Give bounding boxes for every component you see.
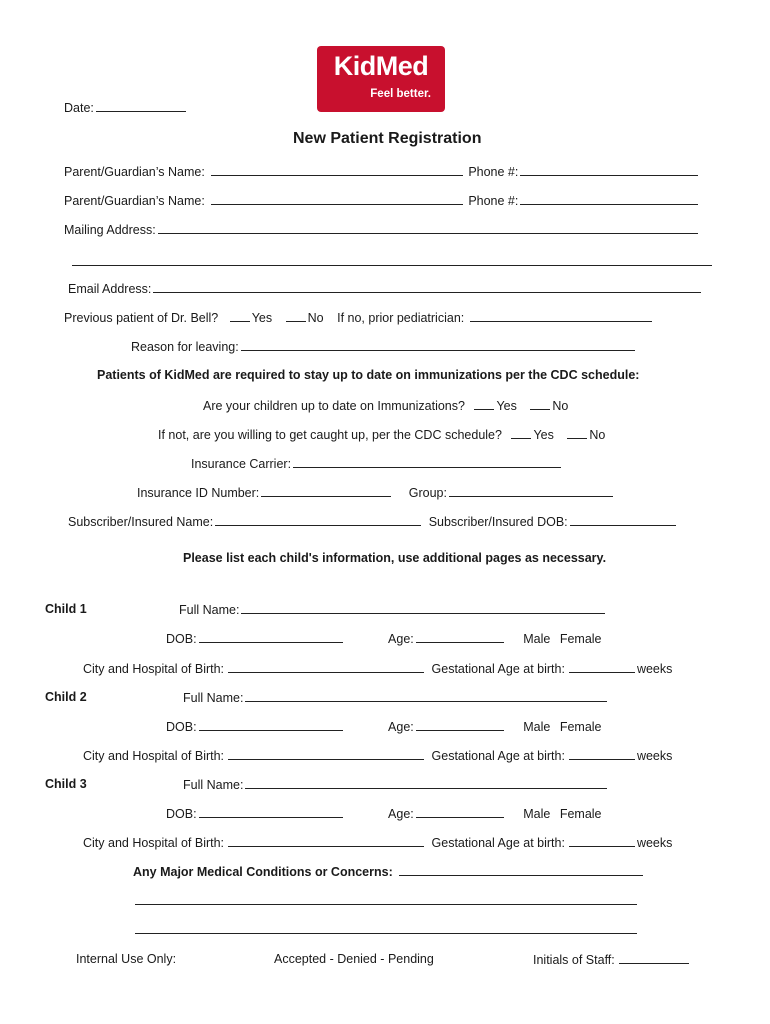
catchup-no: No (589, 428, 606, 442)
conditions-field-2[interactable] (135, 893, 637, 905)
group-field[interactable] (449, 485, 613, 497)
mailing-label: Mailing Address: (64, 223, 156, 237)
uptodate-no: No (552, 399, 569, 413)
email-row (68, 281, 703, 296)
parent2-row (64, 193, 700, 208)
child2-birth-field[interactable] (228, 748, 424, 760)
child1-dob-label: DOB: (166, 632, 197, 646)
children-instruction: Please list each child's information, use additional pages as necessary. (183, 551, 607, 565)
child3-name-label: Full Name: (183, 778, 244, 792)
child2-birth-label: City and Hospital of Birth: (83, 749, 225, 763)
child1-birth-field[interactable] (228, 661, 424, 673)
previous-row (64, 310, 654, 325)
child1-birth-row (83, 661, 672, 676)
conditions-label: Any Major Medical Conditions or Concerns: (133, 865, 393, 879)
subscriber-label: Subscriber/Insured Name: (68, 515, 214, 529)
catchup-label: If not, are you willing to get caught up, per the CDC schedule? (158, 428, 502, 442)
child2-age-label: Age: (388, 720, 414, 734)
conditions-line-2 (133, 893, 639, 908)
parent1-name-label: Parent/Guardian’s Name: (64, 165, 205, 179)
parent2-phone-field[interactable] (520, 193, 698, 205)
parent1-phone-field[interactable] (520, 164, 698, 176)
prior-pediatrician-field[interactable] (470, 310, 652, 322)
child1-age-label: Age: (388, 632, 414, 646)
insurance-id-row (137, 485, 615, 500)
child2-age-field[interactable] (416, 719, 504, 731)
child2-dob-field[interactable] (199, 719, 343, 731)
insurance-id-field[interactable] (261, 485, 391, 497)
child3-age-field[interactable] (416, 806, 504, 818)
catchup-yes: Yes (533, 428, 554, 442)
previous-yes: Yes (251, 311, 273, 325)
child3-dob-field[interactable] (199, 806, 343, 818)
child3-heading: Child 3 (45, 777, 87, 791)
child1-female[interactable]: Female (559, 632, 602, 646)
date-label: Date: (64, 101, 94, 115)
kidmed-logo (317, 46, 445, 112)
mailing-field-2[interactable] (72, 254, 712, 266)
date-row (64, 100, 188, 115)
insurance-carrier-label: Insurance Carrier: (191, 457, 292, 471)
child1-dob-row (166, 631, 602, 646)
child3-birth-field[interactable] (228, 835, 424, 847)
child2-birth-row (83, 748, 672, 763)
internal-status: Accepted - Denied - Pending (274, 952, 434, 966)
email-field[interactable] (153, 281, 701, 293)
parent2-name-label: Parent/Guardian’s Name: (64, 194, 205, 208)
child1-name-label: Full Name: (179, 603, 240, 617)
child3-gest-label: Gestational Age at birth: (431, 836, 565, 850)
internal-use-label: Internal Use Only: (76, 952, 177, 966)
child2-gest-field[interactable] (569, 748, 635, 760)
mailing-row (64, 222, 700, 237)
conditions-field-3[interactable] (135, 922, 637, 934)
parent1-phone-label: Phone #: (468, 165, 519, 179)
reason-field[interactable] (241, 339, 635, 351)
prior-pediatrician-label: If no, prior pediatrician: (337, 311, 465, 325)
child3-female[interactable]: Female (559, 807, 602, 821)
conditions-field[interactable] (399, 864, 643, 876)
uptodate-yes: Yes (496, 399, 517, 413)
insurance-carrier-field[interactable] (293, 456, 561, 468)
subscriber-dob-label: Subscriber/Insured DOB: (428, 515, 568, 529)
previous-no: No (307, 311, 324, 325)
child3-dob-label: DOB: (166, 807, 197, 821)
initials-field[interactable] (619, 952, 689, 964)
subscriber-field[interactable] (215, 514, 421, 526)
child3-name-row (183, 777, 609, 792)
conditions-line-3 (133, 922, 639, 937)
parent1-name-field[interactable] (211, 164, 463, 176)
child1-weeks: weeks (636, 662, 673, 676)
subscriber-row (68, 514, 678, 529)
subscriber-dob-field[interactable] (570, 514, 676, 526)
child3-dob-row (166, 806, 602, 821)
child1-name-field[interactable] (241, 602, 605, 614)
child2-gest-label: Gestational Age at birth: (431, 749, 565, 763)
logo-tagline: Feel better. (370, 88, 431, 100)
uptodate-label: Are your children up to date on Immunizations? (203, 399, 465, 413)
uptodate-row (203, 398, 568, 413)
conditions-row (133, 864, 645, 879)
parent1-row (64, 164, 700, 179)
child3-male[interactable]: Male (523, 807, 551, 821)
logo-name: KidMed (333, 51, 429, 81)
child3-name-field[interactable] (245, 777, 607, 789)
uptodate-yes-field[interactable] (474, 398, 494, 410)
parent2-name-field[interactable] (211, 193, 463, 205)
mailing-field[interactable] (158, 222, 698, 234)
child3-gest-field[interactable] (569, 835, 635, 847)
group-label: Group: (408, 486, 447, 500)
child2-dob-row (166, 719, 602, 734)
email-label: Email Address: (68, 282, 152, 296)
child1-dob-field[interactable] (199, 631, 343, 643)
child2-female[interactable]: Female (559, 720, 602, 734)
child2-name-field[interactable] (245, 690, 607, 702)
insurance-carrier-row (191, 456, 563, 471)
child2-name-label: Full Name: (183, 691, 244, 705)
child3-birth-row (83, 835, 672, 850)
child1-birth-label: City and Hospital of Birth: (83, 662, 225, 676)
insurance-id-label: Insurance ID Number: (137, 486, 260, 500)
immunization-notice: Patients of KidMed are required to stay up to date on immunizations per the CDC schedule: (97, 368, 640, 382)
catchup-no-field[interactable] (567, 427, 587, 439)
child2-male[interactable]: Male (523, 720, 551, 734)
child2-dob-label: DOB: (166, 720, 197, 734)
reason-row (131, 339, 637, 354)
child1-gest-field[interactable] (569, 661, 635, 673)
previous-yes-field[interactable] (230, 310, 250, 322)
child2-weeks: weeks (636, 749, 673, 763)
catchup-row (158, 427, 605, 442)
reason-label: Reason for leaving: (131, 340, 239, 354)
date-field[interactable] (96, 100, 186, 112)
child1-name-row (179, 602, 607, 617)
parent2-phone-label: Phone #: (468, 194, 519, 208)
child3-age-label: Age: (388, 807, 414, 821)
child3-weeks: weeks (636, 836, 673, 850)
catchup-yes-field[interactable] (511, 427, 531, 439)
initials-row (533, 952, 691, 967)
child1-male[interactable]: Male (523, 632, 551, 646)
previous-no-field[interactable] (286, 310, 306, 322)
child1-gest-label: Gestational Age at birth: (431, 662, 565, 676)
previous-label: Previous patient of Dr. Bell? (64, 311, 219, 325)
uptodate-no-field[interactable] (530, 398, 550, 410)
child2-heading: Child 2 (45, 690, 87, 704)
page-title: New Patient Registration (293, 130, 482, 147)
child1-age-field[interactable] (416, 631, 504, 643)
child3-birth-label: City and Hospital of Birth: (83, 836, 225, 850)
initials-label: Initials of Staff: (533, 953, 615, 967)
mailing-line-2 (70, 254, 714, 269)
child2-name-row (183, 690, 609, 705)
child1-heading: Child 1 (45, 602, 87, 616)
